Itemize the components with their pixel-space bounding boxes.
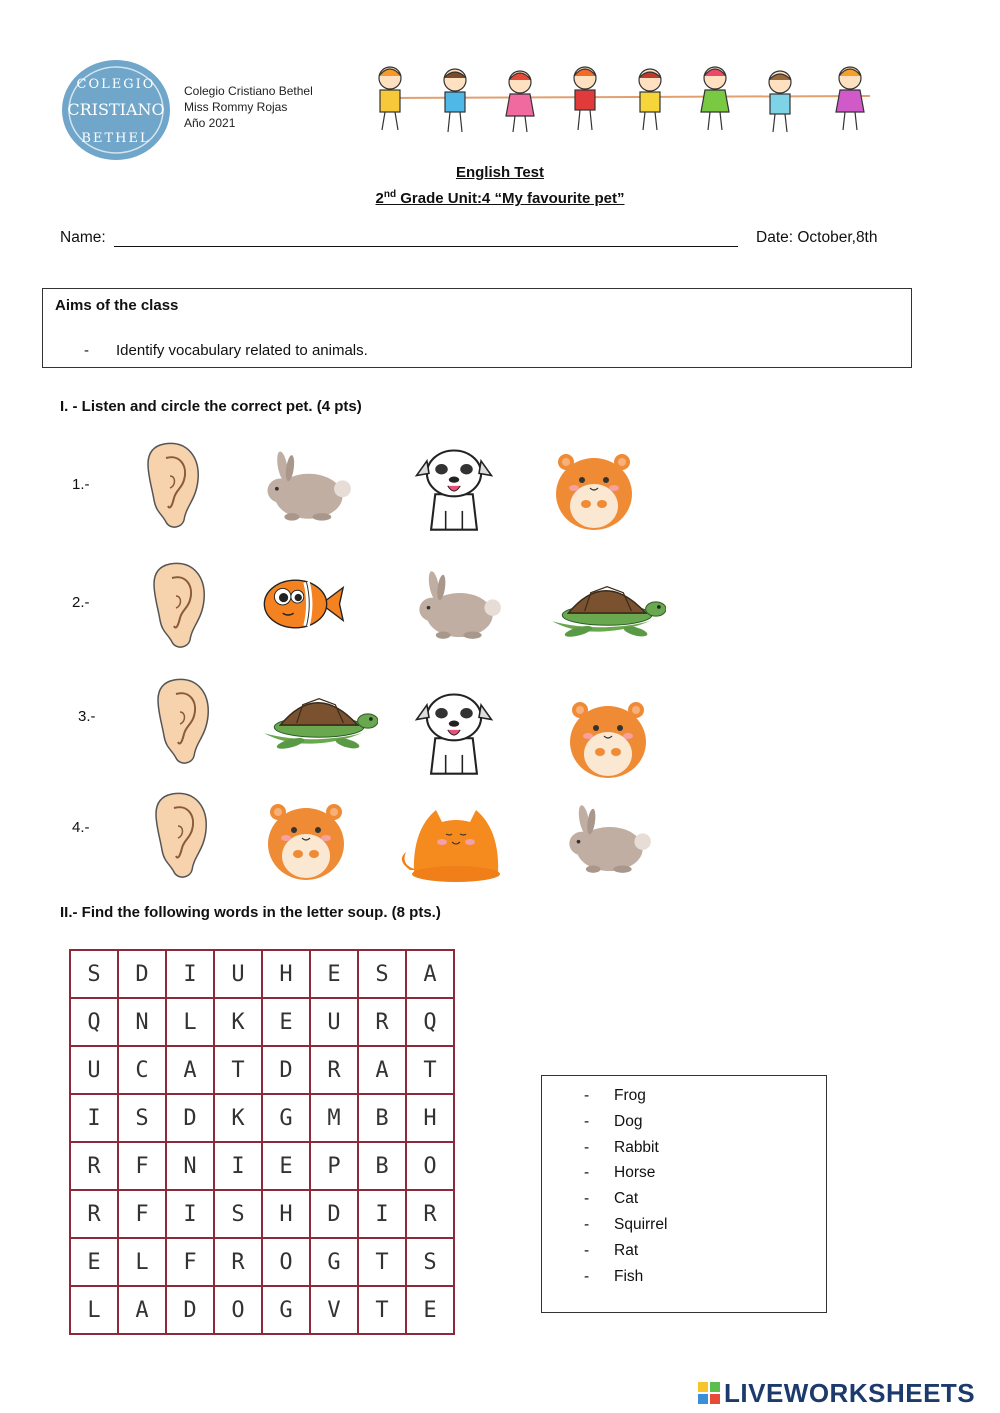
word-bullet: - — [584, 1267, 590, 1285]
grid-cell[interactable]: L — [70, 1286, 118, 1334]
hamster-picture[interactable] — [258, 790, 354, 886]
grid-cell[interactable]: F — [118, 1142, 166, 1190]
grid-cell[interactable]: S — [214, 1190, 262, 1238]
grid-cell[interactable]: N — [166, 1142, 214, 1190]
grid-row — [70, 1094, 454, 1142]
ear-icon — [126, 436, 222, 532]
grid-row — [70, 1238, 454, 1286]
grid-cell[interactable]: T — [214, 1046, 262, 1094]
word-list-item — [584, 1212, 667, 1238]
grid-cell[interactable]: V — [310, 1286, 358, 1334]
word-list-item — [584, 1238, 667, 1264]
grid-cell[interactable]: S — [358, 950, 406, 998]
grid-cell[interactable]: D — [166, 1286, 214, 1334]
word-list-item — [584, 1083, 667, 1109]
grid-cell[interactable]: D — [262, 1046, 310, 1094]
grid-cell[interactable]: C — [118, 1046, 166, 1094]
word-text: Frog — [614, 1087, 646, 1104]
brand-text: LIVEWORKSHEETS — [724, 1377, 976, 1408]
logo-text-top: COLEGIO — [76, 77, 156, 92]
aims-title: Aims of the class — [55, 297, 179, 314]
grid-cell[interactable]: R — [358, 998, 406, 1046]
ear-icon — [136, 672, 232, 768]
grid-cell[interactable]: B — [358, 1142, 406, 1190]
word-list-item — [584, 1264, 667, 1290]
grid-cell[interactable]: T — [358, 1286, 406, 1334]
grid-cell[interactable]: R — [310, 1046, 358, 1094]
grid-cell[interactable]: T — [358, 1238, 406, 1286]
grid-cell[interactable]: K — [214, 998, 262, 1046]
turtle-picture[interactable] — [256, 672, 378, 770]
row-4-label: 4.- — [72, 819, 90, 836]
aims-bullet: - — [84, 342, 89, 359]
grid-cell[interactable]: L — [166, 998, 214, 1046]
row-1-label: 1.- — [72, 476, 90, 493]
grid-cell[interactable]: B — [358, 1094, 406, 1142]
grid-cell[interactable]: R — [70, 1190, 118, 1238]
grid-cell[interactable]: F — [166, 1238, 214, 1286]
name-input-line[interactable] — [114, 246, 738, 247]
logo-text-middle: CRISTIANO — [67, 100, 165, 119]
grid-cell[interactable]: F — [118, 1190, 166, 1238]
grid-cell[interactable]: I — [166, 950, 214, 998]
word-text: Cat — [614, 1190, 639, 1208]
grid-cell[interactable]: L — [118, 1238, 166, 1286]
grid-cell[interactable]: O — [214, 1286, 262, 1334]
grid-cell[interactable]: O — [262, 1238, 310, 1286]
word-bullet: - — [584, 1138, 590, 1156]
rabbit-picture[interactable] — [548, 794, 664, 882]
name-label: Name: — [60, 229, 106, 246]
grid-cell[interactable]: D — [310, 1190, 358, 1238]
school-year: Año 2021 — [184, 116, 236, 130]
word-text: Squirrel — [614, 1215, 668, 1233]
date-label: Date: October,8th — [756, 229, 878, 246]
ear-icon — [132, 556, 228, 652]
grid-cell[interactable]: N — [118, 998, 166, 1046]
word-list-item — [584, 1109, 667, 1135]
ear-icon — [134, 786, 230, 882]
children-holding-hands-illustration — [360, 62, 890, 134]
word-bullet: - — [584, 1241, 590, 1259]
word-text: Fish — [614, 1267, 644, 1285]
word-text: Rabbit — [614, 1138, 659, 1156]
word-text: Rat — [614, 1241, 639, 1259]
letter-soup-grid[interactable] — [69, 949, 455, 1335]
grid-cell[interactable]: G — [262, 1094, 310, 1142]
grid-cell[interactable]: E — [70, 1238, 118, 1286]
word-bullet: - — [584, 1215, 590, 1233]
grid-cell[interactable]: K — [214, 1094, 262, 1142]
test-title — [0, 162, 1000, 210]
rabbit-picture[interactable] — [398, 560, 514, 648]
grid-row — [70, 950, 454, 998]
grid-cell[interactable]: O — [406, 1142, 454, 1190]
aims-item: Identify vocabulary related to animals. — [116, 342, 368, 359]
logo-text-bottom: BETHEL — [81, 131, 151, 146]
grid-cell[interactable]: S — [406, 1238, 454, 1286]
word-text: Dog — [614, 1112, 643, 1130]
section-2-title: II.- Find the following words in the letter soup. (8 pts.) — [60, 904, 441, 921]
title-line-2: 2nd Grade Unit:4 “My favourite pet” — [375, 189, 625, 207]
grid-cell[interactable]: H — [262, 950, 310, 998]
grid-cell[interactable]: T — [406, 1046, 454, 1094]
grid-cell[interactable]: U — [70, 1046, 118, 1094]
title-line-1: English Test — [455, 164, 545, 181]
word-text: Horse — [614, 1164, 656, 1182]
rabbit-picture[interactable] — [246, 440, 364, 530]
grid-row — [70, 1286, 454, 1334]
grid-cell[interactable]: R — [406, 1190, 454, 1238]
cat-picture[interactable] — [396, 790, 516, 886]
grid-cell[interactable]: E — [262, 998, 310, 1046]
school-logo — [60, 58, 172, 162]
grid-cell[interactable]: S — [70, 950, 118, 998]
word-list-item — [584, 1135, 667, 1161]
word-bullet: - — [584, 1164, 590, 1182]
hamster-picture[interactable] — [560, 688, 656, 784]
grid-cell[interactable]: I — [358, 1190, 406, 1238]
grid-cell[interactable]: H — [262, 1190, 310, 1238]
grid-cell[interactable]: U — [214, 950, 262, 998]
fish-picture[interactable] — [246, 560, 356, 648]
grid-cell[interactable]: P — [310, 1142, 358, 1190]
grid-cell[interactable]: Q — [70, 998, 118, 1046]
grid-cell[interactable]: R — [70, 1142, 118, 1190]
liveworksheets-logo-icon — [698, 1382, 720, 1404]
grid-row — [70, 1142, 454, 1190]
grid-cell[interactable]: E — [310, 950, 358, 998]
school-name: Colegio Cristiano Bethel — [184, 84, 313, 98]
turtle-picture[interactable] — [544, 560, 666, 658]
grid-cell[interactable]: S — [118, 1094, 166, 1142]
grid-cell[interactable]: I — [70, 1094, 118, 1142]
row-2-label: 2.- — [72, 594, 90, 611]
word-list — [584, 1083, 667, 1289]
grid-cell[interactable]: I — [166, 1190, 214, 1238]
grid-cell[interactable]: A — [118, 1286, 166, 1334]
word-bullet: - — [584, 1190, 590, 1208]
dog-picture[interactable] — [404, 436, 504, 540]
grid-cell[interactable]: E — [262, 1142, 310, 1190]
word-bullet: - — [584, 1112, 590, 1130]
school-info — [184, 83, 313, 131]
section-1-title: I. - Listen and circle the correct pet. (4 pts) — [60, 398, 362, 415]
liveworksheets-brand — [698, 1378, 975, 1408]
grid-cell[interactable]: E — [406, 1286, 454, 1334]
grid-cell[interactable]: H — [406, 1094, 454, 1142]
grid-cell[interactable]: G — [262, 1286, 310, 1334]
grid-cell[interactable]: D — [118, 950, 166, 998]
teacher-name: Miss Rommy Rojas — [184, 100, 288, 114]
hamster-picture[interactable] — [546, 440, 642, 536]
grid-cell[interactable]: R — [214, 1238, 262, 1286]
word-bullet: - — [584, 1087, 590, 1104]
grid-cell[interactable]: A — [358, 1046, 406, 1094]
grid-cell[interactable]: D — [166, 1094, 214, 1142]
word-list-item — [584, 1160, 667, 1186]
grid-row — [70, 1190, 454, 1238]
grid-cell[interactable]: U — [310, 998, 358, 1046]
grid-row — [70, 1046, 454, 1094]
grid-cell[interactable]: M — [310, 1094, 358, 1142]
grid-cell[interactable]: Q — [406, 998, 454, 1046]
dog-picture[interactable] — [404, 680, 504, 784]
grid-cell[interactable]: A — [406, 950, 454, 998]
grid-cell[interactable]: I — [214, 1142, 262, 1190]
grid-cell[interactable]: G — [310, 1238, 358, 1286]
word-list-item — [584, 1186, 667, 1212]
row-3-label: 3.- — [78, 708, 96, 725]
grid-row — [70, 998, 454, 1046]
grid-cell[interactable]: A — [166, 1046, 214, 1094]
